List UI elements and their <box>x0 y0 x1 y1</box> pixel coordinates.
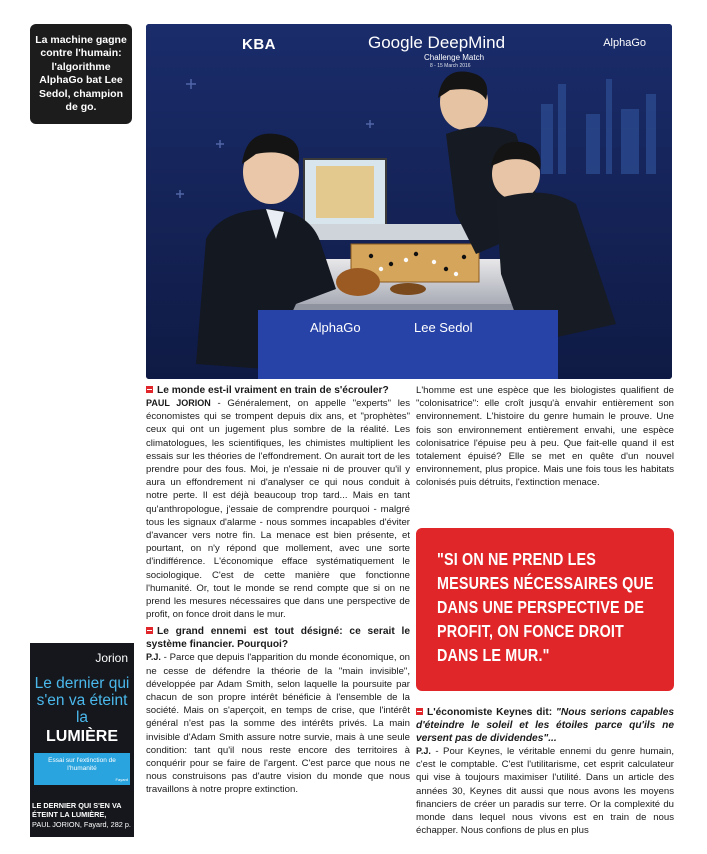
pull-quote-text: "SI ON NE PREND LES MESURES NÉCESSAIRES QUE DANS UNE PERSPECTIVE DE PROFIT, ON FONCE DROIT DANS LE MUR." <box>437 549 654 665</box>
book-cover <box>30 643 134 837</box>
answer-3: P.J. - Pour Keynes, le véritable ennemi du genre humain, c'est le comptable. C'est l'utilitarisme, cet esprit calculateur qui vise à toujours maximiser l'utilité. Dans un article des années 30, Keynes dit aussi que nous avons les moyens financiers de créer un paradis sur terre. Or la complexité du monde dans lequel nous vivons est en train de nous échapper. Nous confions de plus en plus <box>416 746 674 837</box>
match-date: 8 - 15 March 2016 <box>430 63 471 69</box>
alphago-logo-top: AlphaGo <box>603 37 646 49</box>
question-1: Le monde est-il vraiment en train de s'écrouler? <box>146 384 410 397</box>
book-title: Le dernier qui s'en va éteint la <box>34 675 130 726</box>
book-publisher: Fayard <box>115 777 128 782</box>
answer-1-part-2: L'homme est une espèce que les biologistes qualifient de "colonisatrice": elle croît jusqu'à envahir entièrement son environnement. L'histoire du genre humain le prouve. Une fois son environnement entièrement envahi, une espèce colonisatrice l'épuise peu à peu. Que fait-elle quand il est totalement épuisé? Elle se met en quête d'un nouvel environnement, plus propice. Mais une fois tous les habitats colonisés puis détruits, l'extinction menace. <box>416 385 674 489</box>
nameplate-alphago: AlphaGo <box>310 320 361 335</box>
book-title-lumiere: LUMIÈRE <box>46 728 118 745</box>
photo-caption-text: La machine gagne contre l'humain: l'algorithme AlphaGo bat Lee Sedol, champion de go. <box>35 33 127 113</box>
book-caption-ref: PAUL JORION, Fayard, 282 p. <box>32 819 131 829</box>
book-caption-title: LE DERNIER QUI S'EN VA ÉTEINT LA LUMIÈRE, <box>32 801 122 820</box>
kba-logo: KBA <box>242 36 276 53</box>
book-caption <box>32 801 134 829</box>
photo-caption <box>30 24 132 124</box>
article-column-2 <box>416 384 674 490</box>
question-2: Le grand ennemi est tout désigné: ce serait le système financier. Pourquoi? <box>146 626 410 651</box>
article-column-2-lower <box>416 706 674 837</box>
deepmind-title: Google DeepMind <box>368 33 506 52</box>
deepmind-subtitle: Challenge Match <box>424 53 485 62</box>
pull-quote <box>416 528 674 691</box>
bullet-square-icon <box>416 708 423 715</box>
bullet-square-icon <box>146 386 153 393</box>
answer-1-part-1: PAUL JORION - Généralement, on appelle "experts" les économistes qui se trompent depuis dix ans, et "prophètes" ceux qui ont un jugement plus sombre de la réalité. Les climatologues, les scientifiques, les chimistes multiplient les essais sur les théories de l'effondrement. On aurait tort de les prendre pour des fous. Moi, je n'essaie ni de prouver qu'il y aura un effondrement ni d'analyser ce qui nous conduit à notre perte. Il est déjà beaucoup trop tard... Mais en tant qu'anthropologue, j'essaie de comprendre pourquoi - malgré tous les signaux d'alarme - nous sommes incapables d'éviter d'avancer vers notre fin. La menace est bien présente, et pourtant, on n'y répond que mollement, avec une sorte d'indifférence. L'économique efface systématiquement le sociologique. C'est de cette manière que fonctionne l'humanité. Or, tout le monde se rend compte que si on ne prend les mesures nécessaires que dans une perspective de profit, on fonce droit dans le mur. <box>146 398 410 621</box>
question-3: L'économiste Keynes dit: "Nous serions capables d'éteindre le soleil et les étoiles parce qu'ils ne versent pas de dividendes"... <box>416 707 674 744</box>
table-nameplate <box>258 310 558 379</box>
article-column-1 <box>146 384 410 797</box>
book-author: Jorion <box>95 651 128 665</box>
book-subtitle-band: Essai sur l'extinction de l'humanité <box>34 753 130 785</box>
answer-2: P.J. - Parce que depuis l'apparition du monde économique, on ne cesse de défendre la théorie de la "main invisible", développée par Adam Smith, selon laquelle la poursuite par chacun de son propre intérêt bénéficie à l'ensemble de la société. Mais on s'aperçoit, en temps de crise, que l'intérêt général n'est pas la somme des intérêts privés. La main invisible d'Adam Smith assure notre survie, mais à une seule condition: tant qu'il nous reste encore des territoires à conquérir pour se faire de l'argent. C'est parce que nous ne nous construisons pas d'autre vision du monde que nous travaillons à notre propre extinction. <box>146 652 410 796</box>
nameplate-lee-sedol: Lee Sedol <box>414 320 473 335</box>
bullet-square-icon <box>146 627 153 634</box>
match-photo <box>146 24 672 379</box>
